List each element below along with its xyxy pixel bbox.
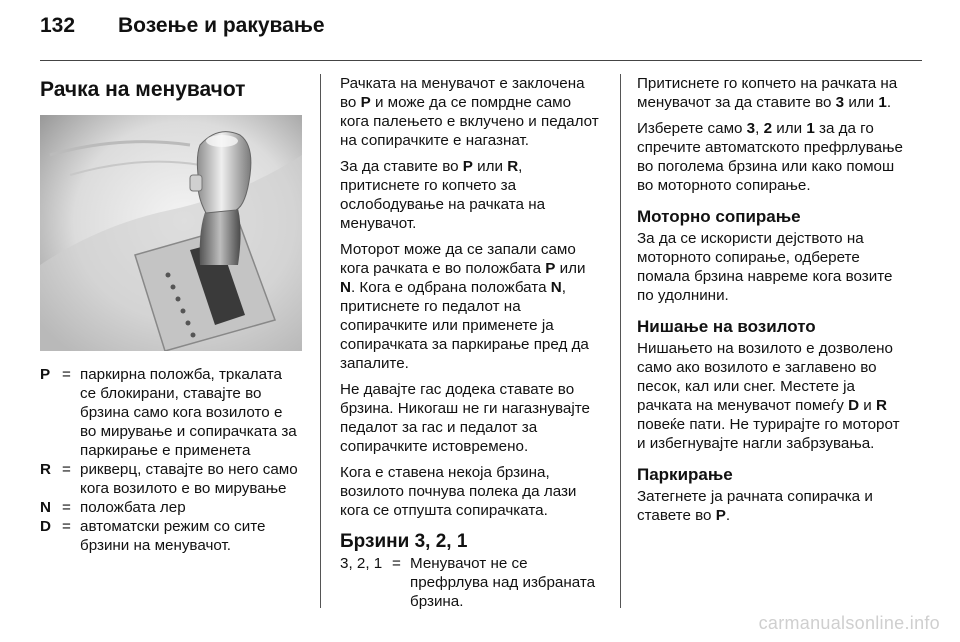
paragraph: За да се искористи дејството на моторното сопирање, одберете помала брзина навреме кога возите по удолнини. bbox=[637, 230, 893, 304]
def-text: рикверц, ставајте во него само кога возилото е во мирување bbox=[80, 461, 298, 497]
column-divider bbox=[620, 74, 621, 608]
header-rule bbox=[40, 60, 922, 61]
section-title: Рачка на менувачот bbox=[40, 78, 246, 101]
section-heading: Моторно сопирање bbox=[637, 207, 801, 226]
gear-selector-illustration bbox=[40, 115, 302, 351]
paragraph: Изберете само 3, 2 или 1 за да го спречите автоматското префрлување во поголема брзина или како помош во моторното сопирање. bbox=[637, 120, 903, 194]
gear-definitions bbox=[40, 365, 300, 555]
paragraph: За да ставите во P или R, притиснете го копчето за ослободување на рачката на менувачот. bbox=[340, 158, 546, 232]
paragraph: Не давајте гас додека ставате во брзина. Никогаш не ги нагазнувајте педалот за гас и педалот за сопирачките истовремено. bbox=[340, 381, 590, 455]
page-number: 132 bbox=[40, 14, 76, 37]
chapter-title: Возење и ракување bbox=[118, 14, 325, 37]
paragraph: Моторот може да се запали само кога рачката е во положбата P или N. Кога е одбрана положбата N, притиснете го педалот на сопирачките или применете ја сопирачката за паркирање пред да запалите. bbox=[340, 241, 589, 372]
def-sep: = bbox=[62, 518, 71, 535]
paragraph: Рачката на менувачот е заклочена во P и може да се помрдне само кога палењето е вклучено и педалот на сопирачките е нагазнат. bbox=[340, 75, 599, 149]
paragraph: Притиснете го копчето на рачката на менувачот за да ставите во 3 или 1. bbox=[637, 75, 898, 111]
column-3 bbox=[637, 74, 912, 532]
def-sep: = bbox=[62, 461, 71, 478]
watermark: carmanualsonline.info bbox=[758, 613, 940, 633]
paragraph: Нишањето на возилото е дозволено само ако возилото е заглавено во песок, кал или снег. Местете ја рачката на менувачот помеѓу D и R повеќе пати. Не турирајте го моторот и избегнувајте нагли забрзувања. bbox=[637, 340, 900, 452]
column-2 bbox=[340, 74, 602, 611]
gear-selector-icon bbox=[40, 115, 302, 351]
section-heading: Нишање на возилото bbox=[637, 317, 816, 336]
def-key: R bbox=[40, 461, 51, 478]
def-key: N bbox=[40, 499, 51, 516]
def-key: D bbox=[40, 518, 51, 535]
def-text: автоматски режим со сите брзини на менувачот. bbox=[80, 518, 266, 554]
section-heading: Паркирање bbox=[637, 465, 733, 484]
paragraph: Кога е ставена некоја брзина, возилото почнува полека да лази кога се отпушта сопирачката. bbox=[340, 464, 577, 519]
def-key: P bbox=[40, 366, 51, 383]
section-heading: Брзини 3, 2, 1 bbox=[340, 531, 468, 552]
def-sep: = bbox=[392, 555, 401, 572]
def-sep: = bbox=[62, 366, 71, 383]
gears-definition bbox=[340, 554, 602, 611]
def-key: 3, 2, 1 bbox=[340, 555, 383, 572]
def-text: паркирна положба, тркалата се блокирани, ставајте во брзина само кога возилото е во мирување и сопирачката за паркирање е применета bbox=[80, 366, 297, 459]
def-text: Менувачот не се префрлува над избраната брзина. bbox=[410, 555, 596, 610]
def-sep: = bbox=[62, 499, 71, 516]
paragraph: Затегнете ја рачната сопирачка и ставете во P. bbox=[637, 488, 873, 524]
page-header bbox=[40, 14, 325, 54]
column-1 bbox=[40, 74, 300, 555]
def-text: положбата лер bbox=[80, 499, 186, 516]
column-divider bbox=[320, 74, 321, 608]
